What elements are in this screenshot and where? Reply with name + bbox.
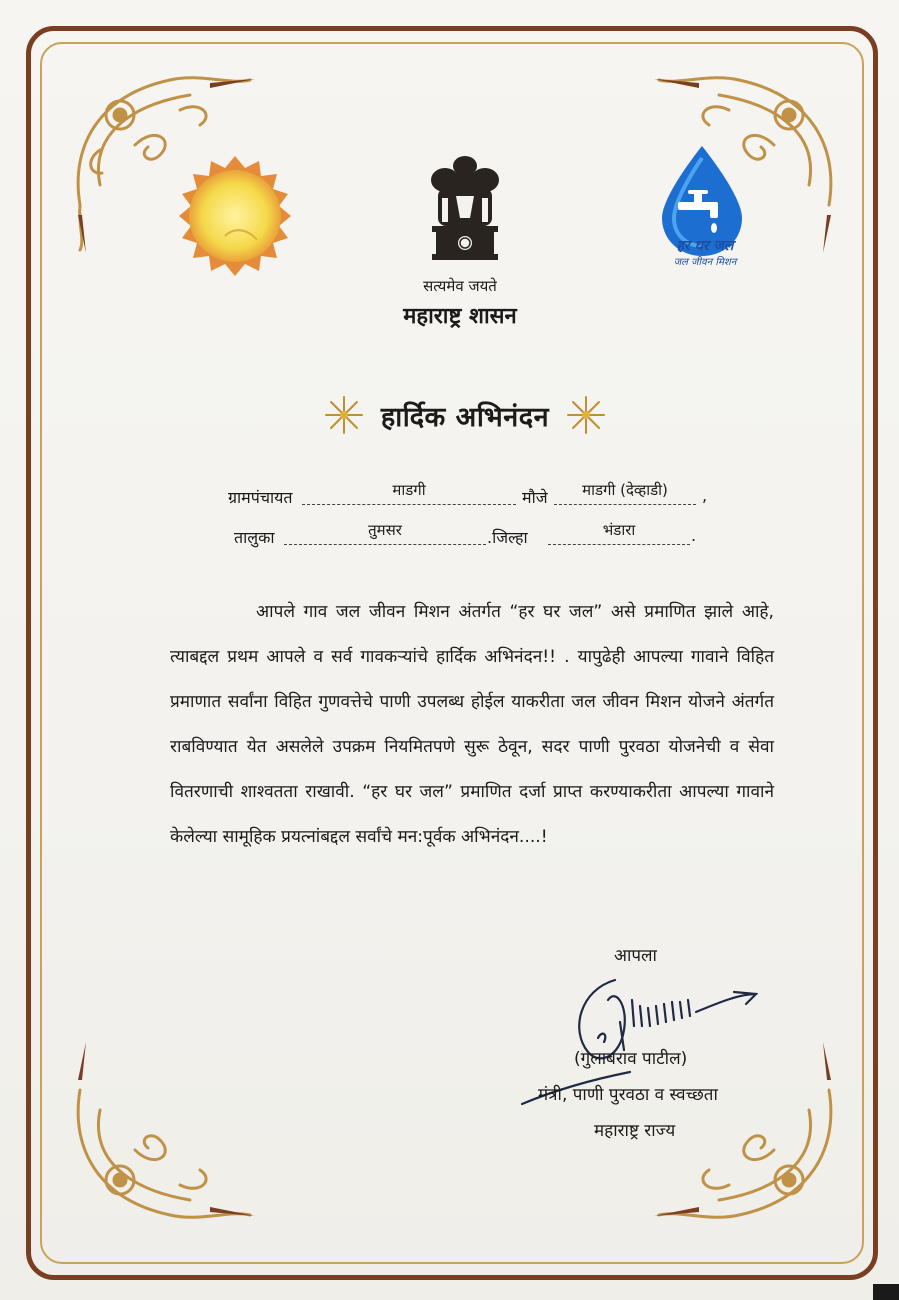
logo-line2: जल जीवन मिशन (673, 257, 737, 268)
jilha-value: भंडारा (548, 526, 690, 545)
taluka-value: तुमसर (284, 526, 486, 545)
motto-text: सत्यमेव जयते (423, 277, 497, 295)
signoff-aapla: आपला (614, 946, 657, 966)
signer-designation: मंत्री, पाणी पुरवठा व स्वच्छता (538, 1085, 718, 1105)
mouje-label: मौजे (522, 488, 548, 507)
firework-icon (565, 394, 607, 436)
field-row-grampanchayat (0, 481, 899, 516)
firework-icon (323, 394, 365, 436)
ashoka-emblem-icon (420, 148, 510, 278)
logo-line1: हर घर जल (676, 238, 734, 254)
government-name: महाराष्ट्र शासन (403, 304, 517, 329)
mouje-suffix: , (702, 486, 708, 505)
jilha-label: .जिल्हा (487, 528, 528, 547)
body-paragraph: आपले गाव जल जीवन मिशन अंतर्गत “हर घर जल” असे प्रमाणित झाले आहे, त्याबद्दल प्रथम आपले व सर्व गावकऱ्यांचे हार्दिक अभिनंदन!! . यापुढेही आपल्या गावाने विहित प्रमाणात सर्वांना विहित गुणवत्तेचे पाणी उपलब्ध होईल याकरीता जल जीवन मिशन योजने अंतर्गत राबविण्यात येत असलेले उपक्रम नियमितपणे सुरू ठेवून, सदर पाणी पुरवठा योजनेची व सेवा वितरणाची शाश्वतता राखावी. “हर घर जल” प्रमाणित दर्जा प्राप्त करण्याकरीता आपल्या गावाने केलेल्या सामूहिक प्रयत्नांबद्दल सर्वांचे मन:पूर्वक अभिनंदन....! (170, 602, 774, 847)
scan-edge (873, 1284, 899, 1300)
signer-state: महाराष्ट्र राज्य (594, 1121, 676, 1141)
certificate-body (170, 590, 774, 860)
certificate-title: हार्दिक अभिनंदन (380, 401, 550, 433)
grampanchayat-value: माडगी (302, 486, 516, 505)
signer-name: (गुलाबराव पाटील) (574, 1049, 688, 1069)
title-block (290, 390, 640, 440)
grampanchayat-label: ग्रामपंचायत (228, 488, 293, 507)
azadi-sun-seal-icon (170, 155, 300, 277)
jilha-suffix: . (691, 526, 697, 545)
corner-ornament-icon (60, 1040, 260, 1240)
taluka-label: तालुका (234, 528, 275, 547)
mouje-value: माडगी (देव्हाडी) (554, 486, 696, 505)
field-row-taluka (0, 521, 899, 556)
